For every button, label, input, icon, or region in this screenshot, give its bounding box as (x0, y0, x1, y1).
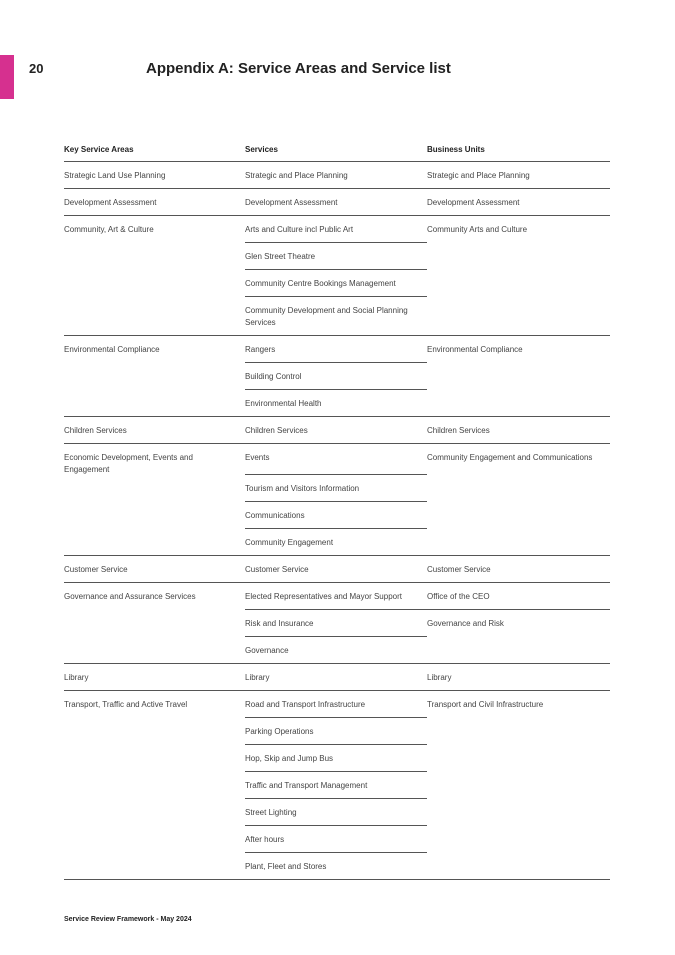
services-column (245, 162, 427, 188)
table-row (64, 336, 610, 417)
service-area-cell: Customer Service (64, 565, 128, 574)
service-cell: Glen Street Theatre (245, 243, 427, 270)
services-column (245, 444, 427, 555)
services-column (245, 417, 427, 443)
business-unit-cell: Environmental Compliance (427, 345, 523, 354)
service-cell: Community Engagement (245, 538, 334, 547)
services-column (245, 691, 427, 879)
service-cell: Communications (245, 502, 427, 529)
business-units-column (427, 583, 610, 663)
service-table (64, 139, 610, 880)
table-row (64, 417, 610, 444)
business-units-column (427, 162, 610, 188)
page-title: Appendix A: Service Areas and Service list (146, 60, 451, 77)
table-row (64, 216, 610, 336)
table-row (64, 664, 610, 691)
service-cell: After hours (245, 826, 427, 853)
business-unit-cell: Customer Service (427, 565, 491, 574)
service-cell: Elected Representatives and Mayor Support (245, 583, 427, 610)
service-cell: Hop, Skip and Jump Bus (245, 745, 427, 772)
page-number: 20 (29, 61, 44, 76)
service-cell: Community Development and Social Planning Services (245, 306, 408, 327)
service-cell: Library (245, 673, 270, 682)
service-area-cell: Children Services (64, 426, 127, 435)
services-column (245, 583, 427, 663)
service-cell: Environmental Health (245, 399, 322, 408)
service-cell: Street Lighting (245, 799, 427, 826)
header-services: Services (245, 145, 278, 154)
service-cell: Road and Transport Infrastructure (245, 691, 427, 718)
business-units-column (427, 556, 610, 582)
service-cell: Strategic and Place Planning (245, 171, 348, 180)
service-area-cell: Library (64, 673, 89, 682)
business-unit-cell: Office of the CEO (427, 583, 610, 610)
table-row (64, 444, 610, 556)
business-units-column (427, 189, 610, 215)
table-row (64, 583, 610, 664)
service-area-cell: Environmental Compliance (64, 345, 160, 354)
service-area-cell: Transport, Traffic and Active Travel (64, 700, 188, 709)
header-business-units: Business Units (427, 145, 485, 154)
business-unit-cell: Library (427, 673, 452, 682)
services-column (245, 664, 427, 690)
service-cell: Arts and Culture incl Public Art (245, 216, 427, 243)
business-unit-cell: Children Services (427, 426, 490, 435)
accent-bar (0, 55, 14, 99)
service-area-cell: Development Assessment (64, 198, 157, 207)
service-cell: Customer Service (245, 565, 309, 574)
business-unit-cell: Development Assessment (427, 198, 520, 207)
services-column (245, 556, 427, 582)
service-area-cell: Community, Art & Culture (64, 225, 154, 234)
service-area-cell: Economic Development, Events and Engagement (64, 453, 193, 474)
table-header-row (64, 139, 610, 162)
business-units-column (427, 336, 610, 416)
table-row (64, 691, 610, 880)
service-cell: Children Services (245, 426, 308, 435)
business-units-column (427, 417, 610, 443)
service-cell: Development Assessment (245, 198, 338, 207)
business-units-column (427, 691, 610, 879)
header-key-service-areas: Key Service Areas (64, 145, 134, 154)
services-column (245, 336, 427, 416)
business-units-column (427, 216, 610, 335)
table-row (64, 556, 610, 583)
service-cell: Events (245, 444, 427, 475)
services-column (245, 216, 427, 335)
business-units-column (427, 444, 610, 555)
service-area-cell: Governance and Assurance Services (64, 592, 196, 601)
services-column (245, 189, 427, 215)
service-cell: Governance (245, 646, 289, 655)
business-units-column (427, 664, 610, 690)
service-cell: Rangers (245, 336, 427, 363)
business-unit-cell: Community Engagement and Communications (427, 453, 593, 462)
table-row (64, 189, 610, 216)
service-cell: Tourism and Visitors Information (245, 475, 427, 502)
business-unit-cell: Strategic and Place Planning (427, 171, 530, 180)
service-cell: Risk and Insurance (245, 610, 427, 637)
service-cell: Traffic and Transport Management (245, 772, 427, 799)
business-unit-cell: Transport and Civil Infrastructure (427, 700, 544, 709)
service-cell: Plant, Fleet and Stores (245, 862, 327, 871)
service-area-cell: Strategic Land Use Planning (64, 171, 166, 180)
service-cell: Parking Operations (245, 718, 427, 745)
service-cell: Community Centre Bookings Management (245, 270, 427, 297)
business-unit-cell: Governance and Risk (427, 619, 504, 628)
page-footer: Service Review Framework - May 2024 (64, 916, 192, 923)
business-unit-cell: Community Arts and Culture (427, 225, 528, 234)
service-cell: Building Control (245, 363, 427, 390)
table-row (64, 162, 610, 189)
